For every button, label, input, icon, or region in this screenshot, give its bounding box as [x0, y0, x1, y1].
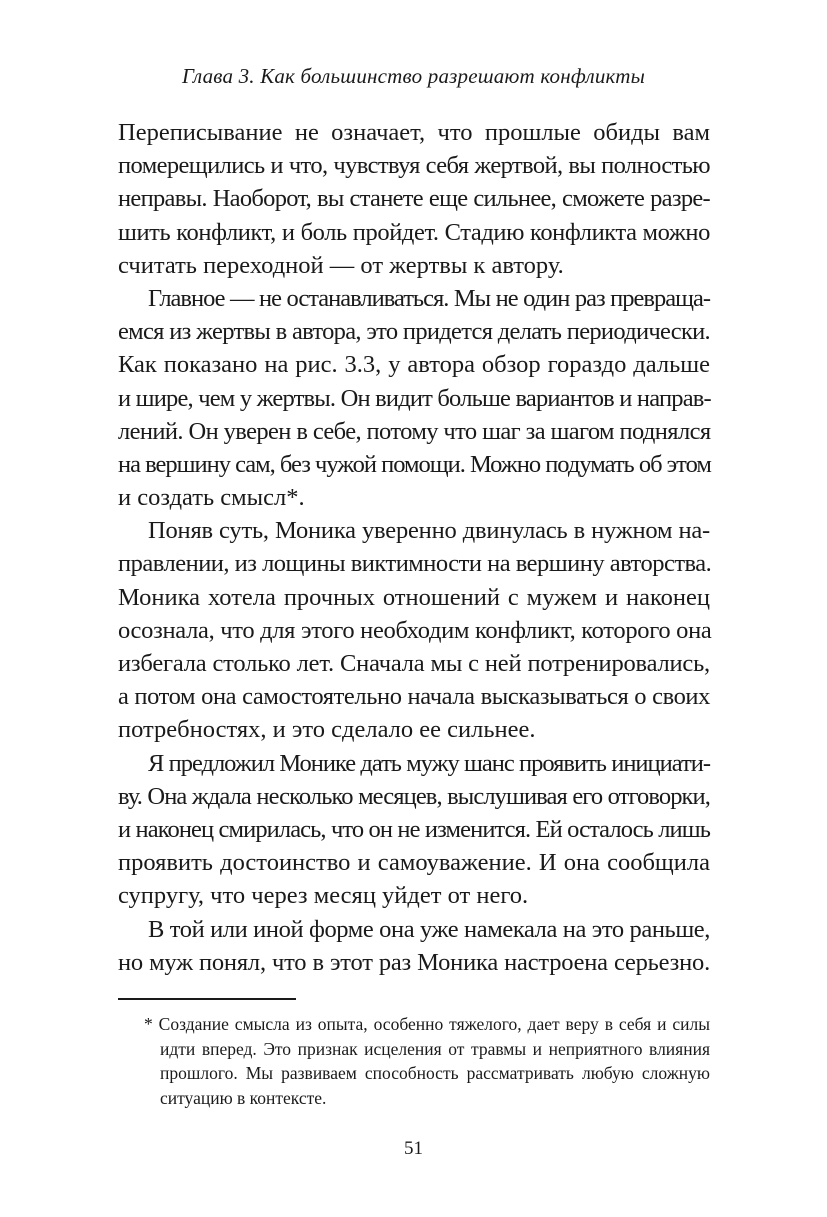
text-line: Как показано на рис. 3.3, у автора обзор гораздо дальше	[118, 351, 710, 379]
text-line: и создать смысл*.	[118, 484, 305, 512]
text-line: правлении, из лощины виктимности на вершину авторства.	[118, 550, 712, 578]
text-line: Моника хотела прочных отношений с мужем и наконец	[118, 583, 710, 611]
text-line: Главное — не останавливаться. Мы не один раз превраща-	[148, 284, 710, 312]
text-line: емся из жертвы в автора, это придется делать периодически.	[118, 318, 710, 346]
text-line: избегала столько лет. Сначала мы с ней потренировались,	[118, 650, 710, 677]
text-line: Я предложил Монике дать мужу шанс проявить инициати-	[148, 749, 710, 777]
text-line: померещились и что, чувствуя себя жертвой, вы полностью	[118, 152, 710, 180]
page-number: 51	[404, 1138, 423, 1159]
text-line: проявить достоинство и самоуважение. И она сообщила	[118, 849, 710, 877]
text-line: ву. Она ждала несколько месяцев, выслушивая его отговорки,	[118, 782, 710, 810]
text-line: неправы. Наоборот, вы станете еще сильнее, сможете разре-	[118, 185, 710, 213]
text-line: но муж понял, что в этот раз Моника настроена серьезно.	[118, 948, 710, 976]
text-line: В той или иной форме она уже намекала на это раньше,	[148, 915, 710, 943]
footnote-divider	[118, 998, 296, 1000]
footnote-line: прошлого. Мы развиваем способность рассматривать любую сложную	[160, 1063, 710, 1084]
running-header: Глава 3. Как большинство разрешают конфликты	[181, 64, 646, 88]
text-line: считать переходной — от жертвы к автору.	[118, 251, 564, 279]
footnote	[144, 1012, 710, 1110]
text-line: и наконец смирилась, что он не изменится. Ей осталось лишь	[118, 815, 710, 843]
footnote-line: ситуацию в контексте.	[160, 1087, 327, 1108]
footnote-line: * Создание смысла из опыта, особенно тяжелого, дает веру в себя и силы	[144, 1014, 710, 1034]
text-line: а потом она самостоятельно начала высказываться о своих	[118, 683, 710, 711]
text-line: лений. Он уверен в себе, потому что шаг за шагом поднялся	[118, 417, 711, 445]
text-line: Переписывание не означает, что прошлые обиды вам	[118, 119, 710, 146]
text-line: и шире, чем у жертвы. Он видит больше вариантов и направ-	[118, 384, 711, 412]
text-line: на вершину сам, без чужой помощи. Можно подумать об этом	[118, 450, 711, 478]
text-line: шить конфликт, и боль пройдет. Стадию конфликта можно	[118, 218, 710, 246]
text-line: Поняв суть, Моника уверенно двинулась в нужном на-	[148, 517, 710, 545]
text-line: потребностях, и это сделало ее сильнее.	[118, 716, 536, 744]
text-line: осознала, что для этого необходим конфликт, которого она	[118, 616, 712, 644]
footnote-line: идти вперед. Это признак исцеления от травмы и неприятного влияния	[160, 1038, 710, 1059]
body-text	[118, 116, 710, 979]
text-line: супругу, что через месяц уйдет от него.	[118, 882, 529, 910]
